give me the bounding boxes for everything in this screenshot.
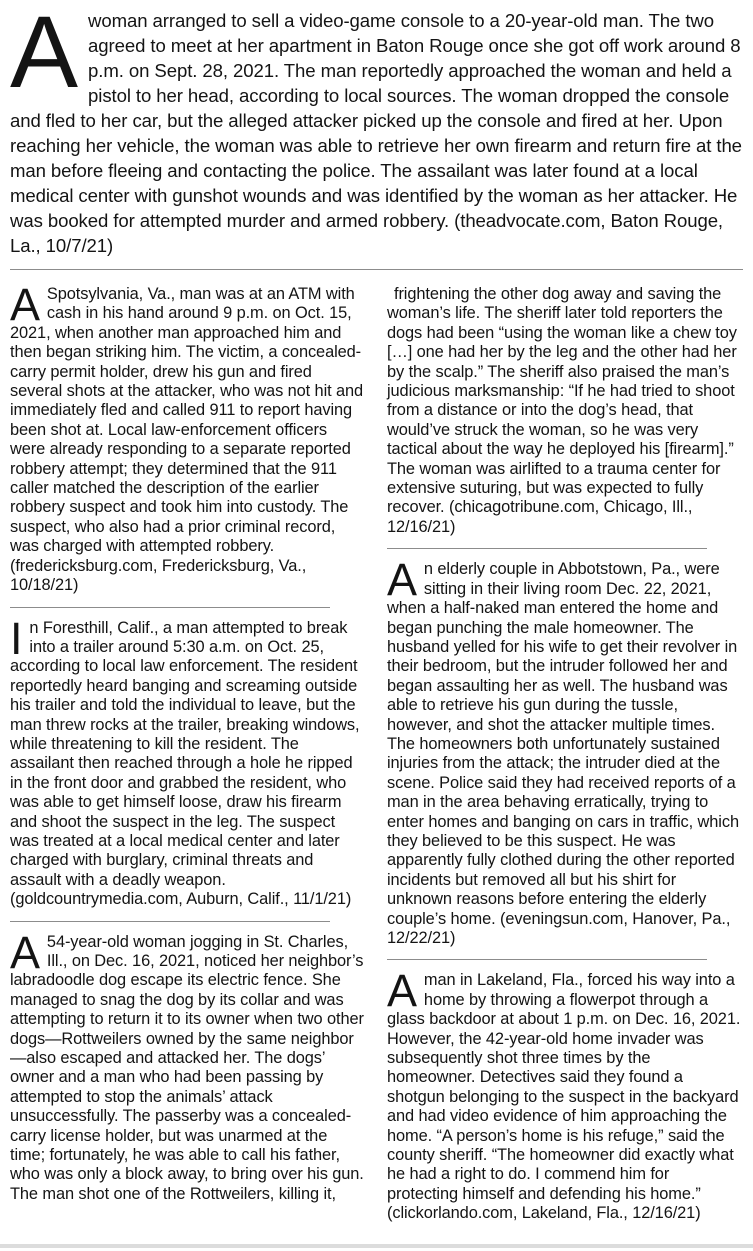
story-dropcap: A [387, 965, 417, 1017]
story-dropcap: I [10, 612, 23, 664]
story-dropcap: A [10, 926, 40, 978]
two-column-section [10, 279, 743, 1224]
lead-story-baton-rouge [10, 0, 743, 258]
story-citation: (chicagotribune.com, Chicago, Ill., 12/16/21) [387, 498, 693, 536]
story-spotsylvania [10, 279, 365, 596]
story-dropcap: A [10, 279, 40, 330]
story-text: man in Lakeland, Fla., forced his way into a home by throwing a flowerpot through a glass backdoor at about 1 p.m. on Dec. 16, 2021. However, the 42-year-old home invader was subsequently shot three times by the homeowner. Detectives said they found a shotgun belonging to the suspect in the backyard and had video evidence of him approaching the home. “A person’s home is his refuge,” said the county sheriff. “The homeowner did exactly what he had a right to do. I commend him for protecting himself and defending his home.” [387, 971, 741, 1203]
page-bottom-band [0, 1244, 753, 1248]
story-text: n Foresthill, Calif., a man attempted to break into a trailer around 5:30 a.m. on Oct. 25, according to local law enforcement. The resident reportedly heard banging and screaming outside his trailer and told the individual to leave, but the man threw rocks at the trailer, breaking windows, while threatening to kill the resident. The assailant then reached through a hole he ripped in the front door and grabbed the resident, who was able to get himself loose, draw his firearm and shoot the suspect in the leg. The suspect was treated at a local medical center and later charged with burglary, criminal threats and assault with a deadly weapon. [10, 618, 360, 889]
lead-divider-rule [10, 269, 743, 270]
right-column [387, 285, 742, 1224]
story-foresthill [10, 612, 365, 910]
story-citation: (eveningsun.com, Hanover, Pa., 12/22/21) [387, 909, 731, 947]
story-dropcap: A [387, 554, 417, 606]
story-text: frightening the other dog away and saving the woman’s life. The sheriff later told reporters the dogs had been “using the woman like a chew toy […] one had her by the leg and the other had her by the scalp.” The sheriff also praised the man’s judicious marksmanship: “If he had tried to shoot from a distance or into the dog’s head, that would’ve struck the woman, so he was very tactical about the way he deployed his [firearm].” The woman was airlifted to a trauma center for extensive suturing, but was expected to fully recover. [387, 285, 737, 517]
story-text: 54-year-old woman jogging in St. Charles, Ill., on Dec. 16, 2021, noticed her neighbor’s labradoodle dog escape its electric fence. She managed to snag the dog by its collar and was attempting to return it to its owner when two other dogs—Rottweilers owned by the same neighbor—also escaped and attacked her. The dogs’ owner and a man who had been passing by attempted to stop the animals’ attack unsuccessfully. The passerby was a concealed-carry license holder, but was unarmed at the time; fortunately, he was able to call his father, who was only a block away, to bring over his gun. The man shot one of the Rottweilers, killing it, [10, 932, 364, 1203]
story-citation: (fredericksburg.com, Fredericksburg, Va., 10/18/21) [10, 556, 307, 595]
lead-story-citation: (theadvocate.com, Baton Rouge, La., 10/7/21) [10, 210, 723, 256]
story-text: Spotsylvania, Va., man was at an ATM with cash in his hand around 9 p.m. on Oct. 15, 2021, when another man approached him and then began striking him. The victim, a concealed-carry permit holder, drew his gun and fired several shots at the attacker, who was not hit and immediately fled and called 911 to report having been shot at. Local law-enforcement officers were already responding to a separate reported robbery attempt; they determined that the 911 caller matched the description of the earlier robbery suspect and took him into custody. The suspect, who also had a prior criminal record, was charged with attempted robbery. [10, 285, 364, 556]
lead-story-text: woman arranged to sell a video-game console to a 20-year-old man. The two agreed to meet at her apartment in Baton Rouge once she got off work around 8 p.m. on Sept. 28, 2021. The man reportedly approached the woman and held a pistol to her head, according to local sources. The woman dropped the console and fled to her car, but the alleged attacker picked up the console and fired at her. Upon reaching her vehicle, the woman was able to retrieve her own firearm and return fire at the man before fleeing and contacting the police. The assailant was later found at a local medical center with gunshot wounds and was identified by the woman as her attacker. He was booked for attempted murder and armed robbery. [10, 10, 742, 231]
story-citation: (clickorlando.com, Lakeland, Fla., 12/16/21) [387, 1204, 701, 1223]
story-divider [10, 607, 330, 608]
story-st-charles [10, 926, 365, 1205]
story-divider [10, 921, 330, 922]
story-abbotstown [387, 554, 742, 948]
left-column [10, 279, 365, 1224]
story-text: n elderly couple in Abbotstown, Pa., were sitting in their living room Dec. 22, 2021, when a half-naked man entered the home and began punching the male homeowner. The husband yelled for his wife to get their revolver in their bedroom, but the intruder followed her and began assaulting her as well. The husband was able to retrieve his gun during the tussle, however, and shot the attacker multiple times. The homeowners both unfortunately sustained injuries from the attack; the intruder died at the scene. Police said they had received reports of a man in the area behaving erratically, trying to enter homes and banging on cars in traffic, which they believed to be this suspect. He was apparently fully clothed during the other reported incidents but removed all but his shirt for unknown reasons before entering the elderly couple’s home. [387, 560, 739, 928]
story-lakeland [387, 965, 742, 1223]
story-st-charles-continued [387, 285, 742, 537]
lead-dropcap: A [10, 0, 79, 109]
story-divider [387, 959, 707, 960]
story-citation: (goldcountrymedia.com, Auburn, Calif., 11/1/21) [10, 890, 352, 909]
story-divider [387, 548, 707, 549]
